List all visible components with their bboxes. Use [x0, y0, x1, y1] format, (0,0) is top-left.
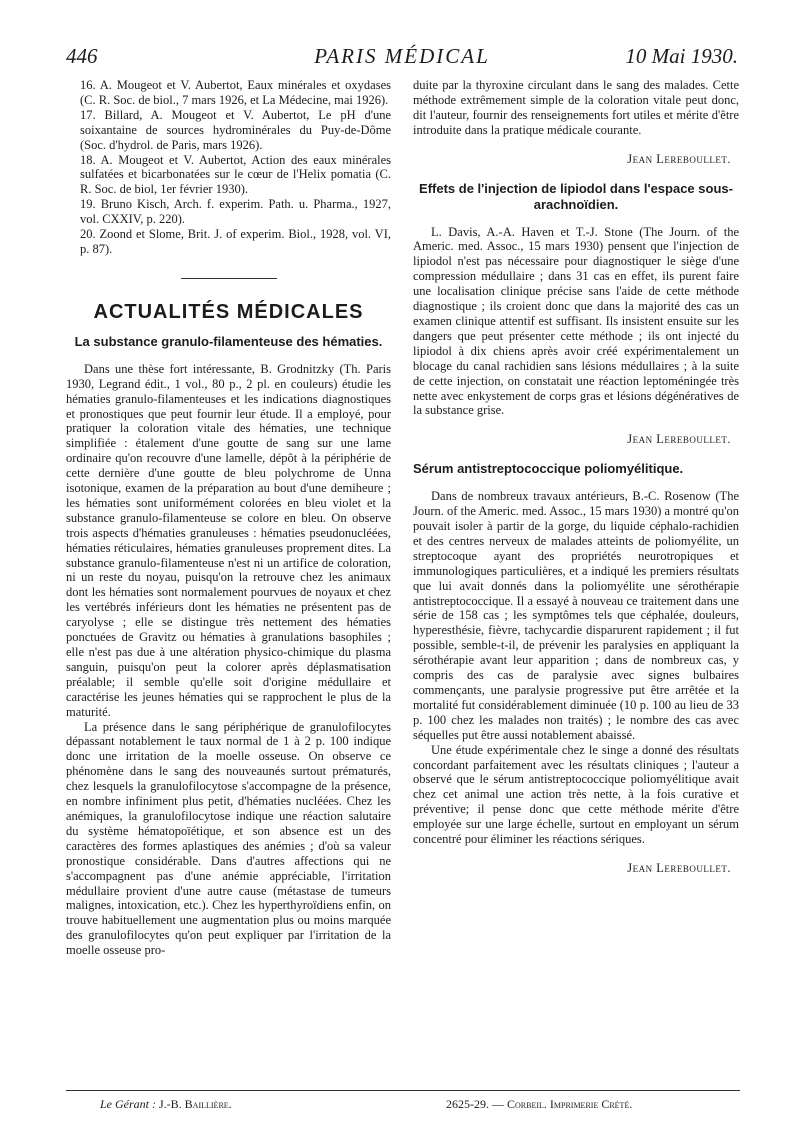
- author-signature: Jean Lereboullet.: [627, 432, 731, 447]
- article-paragraph: Dans de nombreux travaux antérieurs, B.-C. Rosenow (The Journ. of the Americ. med. Assoc., 15 mars 1930) a montré qu'on pouvait isoler à partir de la gorge, du liquide céphalo-rachidien et des centres nerveux de malades atteints de poliomyélite, un streptocoque ayant des propriétés neurotropiques et immunologiques particulières, et a indiqué les premiers résultats que lui avait donnés dans la poliomyélite une sérothérapie antistreptococcique. Il a essayé à nouveau ce traitement dans une série de 158 cas ; les symptômes tels que céphalée, douleurs, hyperesthésie, fièvre, tachycardie disparurent rapidement ; il fut possible, semble-t-il, de prévenir les paralysies en appliquant la sérothérapie avant leur apparition ; dans de nombreux cas, y compris des cas de paralysie avec signes bulbaires commençants, une paralysie progressive put être arrêtée et la mortalité fut considérablement diminuée (10 p. 100 au lieu de 33 p. 100 chez les malades non traités) ; le nombre des cas avec séquelles put être aussi notablement abaissé.: [413, 489, 739, 742]
- article-title-granulo: La substance granulo-filamenteuse des hématies.: [74, 333, 383, 349]
- article-paragraph: Une étude expérimentale chez le singe a donné des résultats concordant parfaitement avec les résultats cliniques ; l'auteur a observé que le sérum antistreptococcique poliomyélitique avait chez cet animal une action très nette, à la fois curative et préventive; il pense donc que cette méthode mérite d'être employée sur une large échelle, surtout en employant un sérum concentré pour éliminer les réactions sériques.: [413, 742, 739, 847]
- reference-item: 19. Bruno Kisch, Arch. f. experim. Path. u. Pharma., 1927, vol. CXXIV, p. 220).: [80, 197, 391, 227]
- footer-printer: 2625-29. — Corbeil. Imprimerie Crété.: [446, 1097, 633, 1111]
- journal-title: PARIS MÉDICAL: [314, 44, 490, 68]
- right-column: [413, 78, 739, 890]
- left-column: [66, 78, 391, 958]
- footer-rule: [66, 1090, 740, 1091]
- page-number: 446: [66, 44, 98, 68]
- article-title-lipiodol: Effets de l'injection de lipiodol dans l'espace sous-arachnoïdien.: [419, 180, 733, 212]
- section-title: ACTUALITÉS MÉDICALES: [93, 300, 364, 323]
- article-title-serum: Sérum antistreptococcique poliomyélitique.: [413, 461, 684, 477]
- gerant-label: Le Gérant :: [100, 1097, 156, 1111]
- page-header: [66, 44, 738, 78]
- reference-list: [66, 78, 391, 257]
- article-paragraph: Dans une thèse fort intéressante, B. Grodnitzky (Th. Paris 1930, Legrand édit., 1 vol., 80 p., 2 pl. en couleurs) étudie les hématies granulo-filamenteuses et les indications diagnostiques et pronostiques que peut fournir leur étude. Il a employé, pour pratiquer la coloration vitale des hématies, une technique simplifiée : étalement d'une goutte de sang sur une lame ordinaire qu'on recouvre d'une lamelle, dépôt à la périphérie de cette dernière d'une goutte de bleu polychrome de Unna isotonique, examen de la préparation au bout d'une demiheure ; les hématies sont uniformément colorées en bleu violet et la substance granulo-filamenteuse se colore en bleu. On observe trois aspects d'hématies granuleuses : hématies pseudonucléées, hématies réticulaires, hématies granuleuses proprement dites. La substance granulo-filamenteuse n'est ni un artifice de coloration, ni un reste du noyau, puisqu'on la retrouve chez les animaux dont les hématies sont normalement pourvues de noyaux et chez les vertébrés inférieurs dont les hématies ne présentent pas de caryolyse ; elle se distingue très nettement des hématies ponctuées de Gravitz ou hématies à granulations basophiles ; elle n'est pas due à une altération physico-chimique du plasma sanguin, puisqu'on peut la colorer après déplasmatisation préalable; il semble qu'elle soit d'origine médullaire et caractérise les jeunes hématies qui se rapprochent le plus de la maturité.: [66, 361, 391, 719]
- article-paragraph: L. Davis, A.-A. Haven et T.-J. Stone (The Journ. of the Americ. med. Assoc., 15 mars 1930) pensent que l'injection de lipiodol n'est pas nécessaire pour diagnostiquer le siège d'une compression médullaire ; dans 31 cas en effet, ils purent faire une localisation clinique précise sans l'aide de cette méthode diagnostique ; ils croient donc que dans la majorité des cas un examen clinique attentif est suffisant. Ils insistent ensuite sur les dangers que peut présenter cette méthode ; ils ont injecté du lipiodol à dix chiens après avoir créé expérimentalement un blocage du canal rachidien sans lésions médullaires ; à la suite de cette injection, on constatait une réaction leptoméningée très nette avec enkystement de corps gras et lésions dégénératives de la substance grise.: [413, 224, 739, 418]
- reference-item: 17. Billard, A. Mougeot et V. Aubertot, Le pH d'une soixantaine de sources hydrominérales du Puy-de-Dôme (Soc. d'hydrol. de Paris, mars 1926).: [80, 107, 391, 152]
- reference-item: 18. A. Mougeot et V. Aubertot, Action des eaux minérales sulfatées et bicarbonatées sur le cœur de l'Helix pomatia (C. R. Soc. de biol, 1er février 1930).: [80, 152, 391, 197]
- footer-gerant: [100, 1097, 232, 1112]
- author-signature: Jean Lereboullet.: [627, 860, 731, 875]
- author-signature: Jean Lereboullet.: [627, 151, 731, 166]
- article-paragraph: La présence dans le sang périphérique de granulofilocytes dépassant notablement le taux normal de 1 à 2 p. 100 indique donc une irritation de la moelle osseuse. On observe ce phénomène dans le sang des nouveaunés surtout prématurés, chez lesquels la granulofilocytose s'accompagne de la présence, en nombre infiniment plus petit, d'hématies nucléées. Chez les anémiques, la granulofilocytose indique une réaction salutaire du système hématopoïétique, et son absence est un des caractères des formes aplastiques des anémies ; d'où sa valeur pronostique considérable. Dans d'autres affections qui ne s'accompagnent pas d'une anémie appréciable, l'irritation médullaire provient d'une autre cause (métastase de tumeurs malignes, intoxication, etc.). Chez les hyperthyroïdiens enfin, on trouve habituellement une augmentation plus ou moins marquée des granulofilocytes qu'on peut expliquer par l'irritation de la moelle osseuse pro-: [66, 719, 391, 958]
- issue-date: 10 Mai 1930.: [625, 44, 738, 68]
- article-continuation: duite par la thyroxine circulant dans le sang des malades. Cette méthode extrêmement simple de la coloration vitale peut donc, dit l'auteur, fournir des renseignements fort utiles et mérite d'être introduite dans la pratique médicale courante.: [413, 78, 739, 137]
- reference-item: 16. A. Mougeot et V. Aubertot, Eaux minérales et oxydases (C. R. Soc. de biol., 7 mars 1926, et La Médecine, mai 1926).: [80, 78, 391, 107]
- reference-item: 20. Zoond et Slome, Brit. J. of experim. Biol., 1928, vol. VI, p. 87).: [80, 227, 391, 256]
- gerant-name: J.-B. Baillière.: [159, 1097, 232, 1111]
- section-divider: [181, 278, 277, 279]
